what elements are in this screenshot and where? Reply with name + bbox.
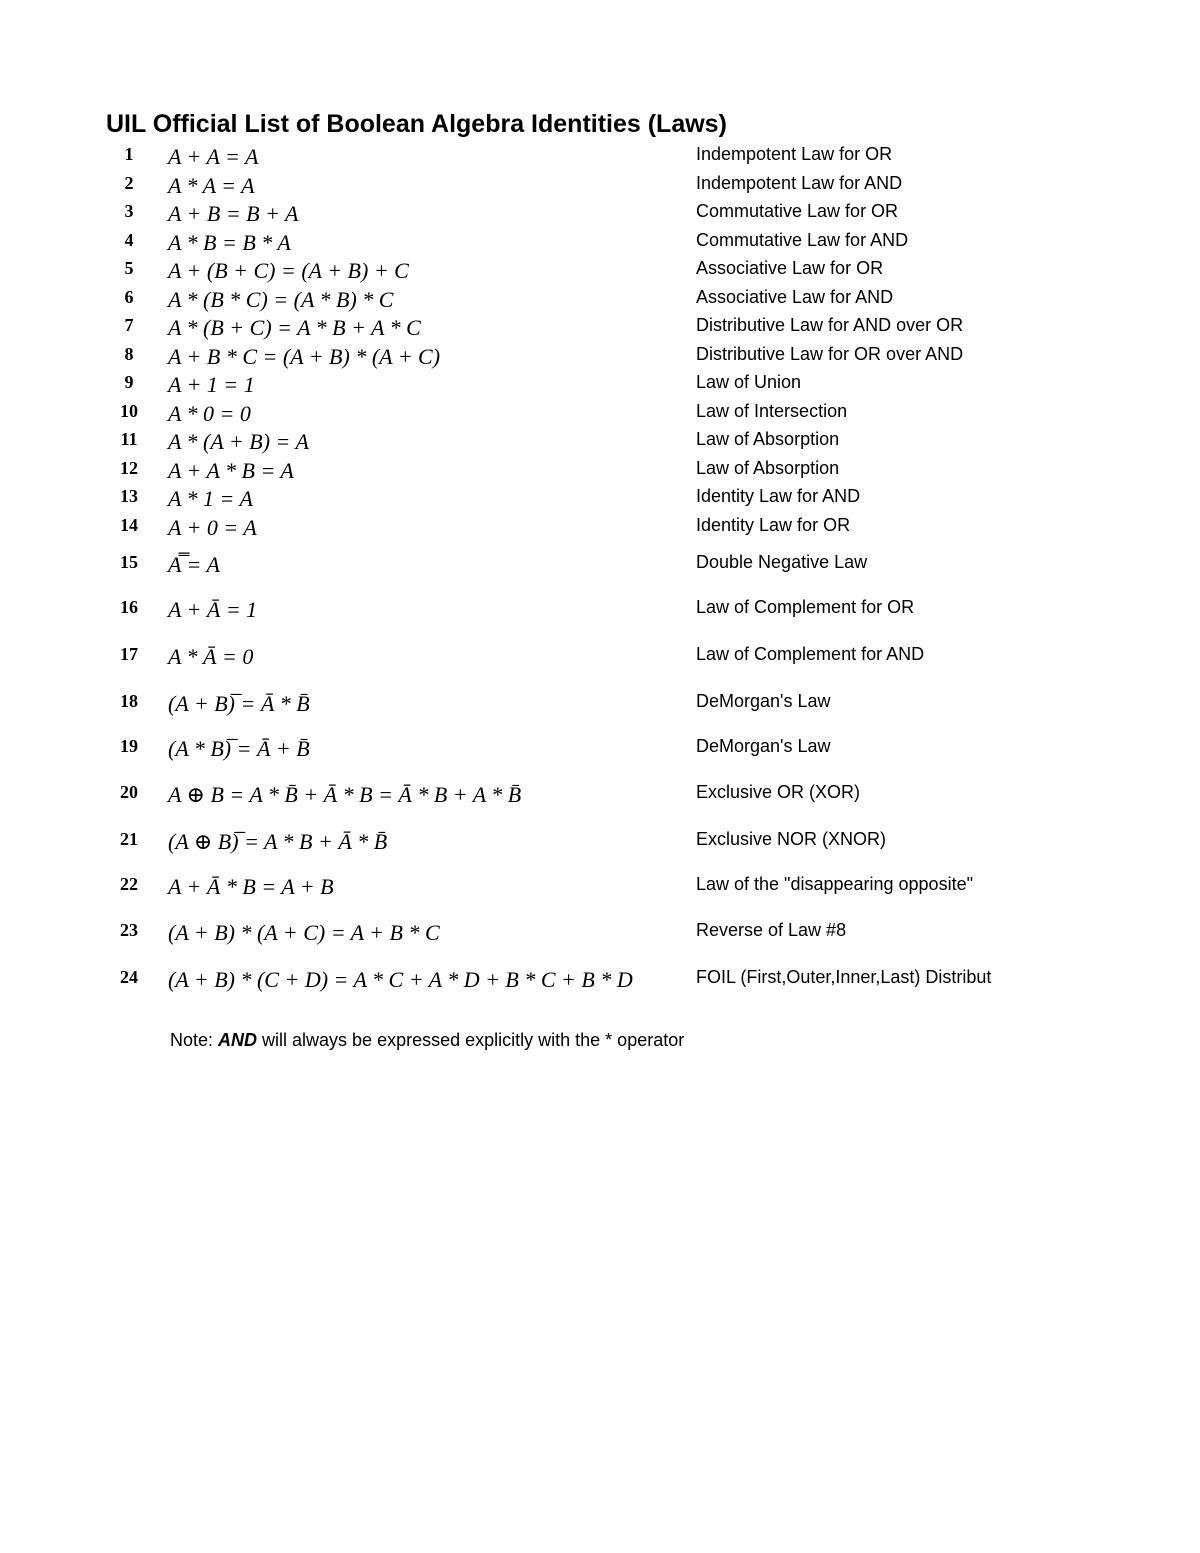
law-equation: A * 0 = 0 — [168, 401, 251, 426]
law-name: Exclusive NOR (XNOR) — [696, 829, 887, 849]
law-name: Distributive Law for OR over AND — [696, 344, 964, 364]
law-number: 24 — [120, 967, 138, 987]
law-name: DeMorgan's Law — [696, 691, 831, 711]
note-suffix: will always be expressed explicitly with the * operator — [257, 1030, 685, 1050]
page-title: UIL Official List of Boolean Algebra Identities (Laws) — [106, 110, 727, 138]
law-equation: (A ⊕ B)̅ = A * B + Ā * B̄ — [168, 829, 388, 854]
law-number: 14 — [120, 515, 138, 535]
law-name: Double Negative Law — [696, 552, 868, 572]
law-number: 21 — [120, 829, 138, 849]
law-name: Law of Complement for OR — [696, 597, 915, 617]
law-number: 8 — [124, 344, 134, 364]
law-number: 3 — [124, 201, 134, 221]
law-name: Law of Absorption — [696, 429, 840, 449]
law-number: 10 — [120, 401, 138, 421]
law-number: 22 — [120, 874, 138, 894]
law-equation: (A * B)̅ = Ā + B̄ — [168, 736, 310, 761]
law-name: Identity Law for AND — [696, 486, 861, 506]
law-name: Law of Intersection — [696, 401, 848, 421]
note — [170, 1030, 684, 1051]
law-equation: A * (A + B) = A — [168, 429, 309, 454]
law-number: 15 — [120, 552, 138, 572]
law-name: FOIL (First,Outer,Inner,Last) Distribut — [696, 967, 992, 987]
law-equation: A̿ = A — [168, 552, 220, 577]
law-name: Associative Law for AND — [696, 287, 894, 307]
law-number: 17 — [120, 644, 138, 664]
law-equation: A + Ā = 1 — [168, 597, 258, 622]
law-name: DeMorgan's Law — [696, 736, 831, 756]
law-equation: A * B = B * A — [168, 230, 291, 255]
law-equation: A ⊕ B = A * B̄ + Ā * B = Ā * B + A * B̄ — [168, 782, 522, 807]
law-number: 20 — [120, 782, 138, 802]
law-name: Exclusive OR (XOR) — [696, 782, 861, 802]
law-number: 19 — [120, 736, 138, 756]
note-prefix: Note: — [170, 1030, 219, 1050]
law-name: Commutative Law for AND — [696, 230, 909, 250]
law-name: Law of Union — [696, 372, 802, 392]
law-equation: A + A * B = A — [168, 458, 294, 483]
law-equation: (A + B) * (A + C) = A + B * C — [168, 920, 440, 945]
law-name: Indempotent Law for OR — [696, 144, 893, 164]
law-equation: A + (B + C) = (A + B) + C — [168, 258, 409, 283]
law-number: 12 — [120, 458, 138, 478]
law-number: 5 — [124, 258, 134, 278]
law-number: 16 — [120, 597, 138, 617]
law-number: 11 — [120, 429, 138, 449]
law-equation: A + B * C = (A + B) * (A + C) — [168, 344, 441, 369]
law-number: 1 — [124, 144, 134, 164]
law-equation: A * (B + C) = A * B + A * C — [168, 315, 421, 340]
law-equation: A * (B * C) = (A * B) * C — [168, 287, 394, 312]
law-number: 9 — [124, 372, 134, 392]
law-name: Identity Law for OR — [696, 515, 851, 535]
law-name: Commutative Law for OR — [696, 201, 899, 221]
law-number: 7 — [124, 315, 134, 335]
law-name: Law of Absorption — [696, 458, 840, 478]
law-equation: A * Ā = 0 — [168, 644, 254, 669]
law-name: Indempotent Law for AND — [696, 173, 903, 193]
law-equation: A + A = A — [168, 144, 259, 169]
note-emphasis: AND — [218, 1030, 258, 1050]
law-name: Associative Law for OR — [696, 258, 884, 278]
law-name: Law of Complement for AND — [696, 644, 925, 664]
law-number: 13 — [120, 486, 138, 506]
law-number: 2 — [124, 173, 134, 193]
law-name: Reverse of Law #8 — [696, 920, 847, 940]
law-equation: (A + B)̅ = Ā * B̄ — [168, 691, 310, 716]
law-number: 18 — [120, 691, 138, 711]
law-number: 4 — [124, 230, 134, 250]
law-equation: A * A = A — [168, 173, 255, 198]
law-name: Distributive Law for AND over OR — [696, 315, 964, 335]
law-equation: A + Ā * B = A + B — [168, 874, 334, 899]
law-equation: A + 0 = A — [168, 515, 257, 540]
law-equation: A + B = B + A — [168, 201, 299, 226]
law-name: Law of the "disappearing opposite" — [696, 874, 973, 894]
law-equation: A * 1 = A — [168, 486, 253, 511]
law-equation: A + 1 = 1 — [168, 372, 255, 397]
law-number: 6 — [124, 287, 134, 307]
law-equation: (A + B) * (C + D) = A * C + A * D + B * C + B * D — [168, 967, 633, 992]
law-number: 23 — [120, 920, 138, 940]
